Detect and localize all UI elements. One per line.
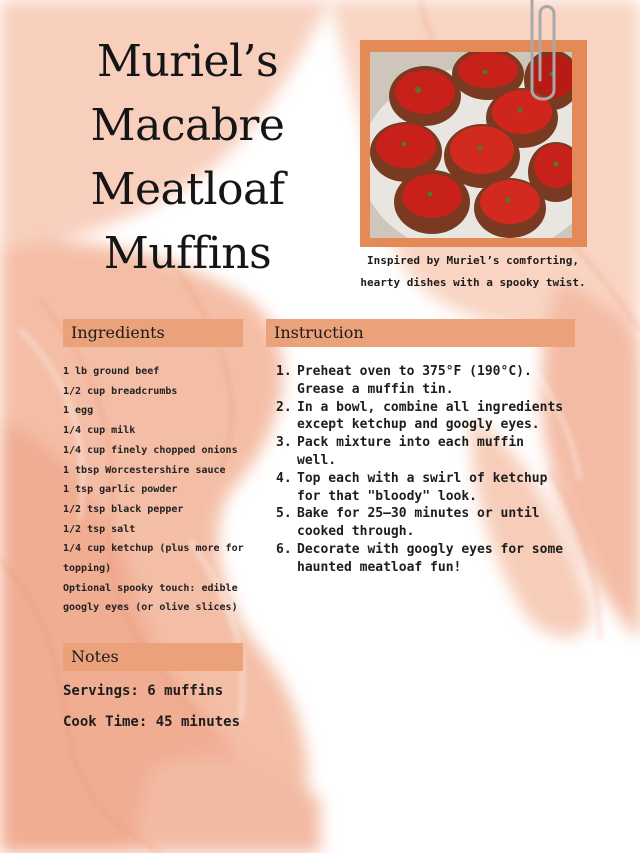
step-line: Preheat oven to 375°F (190°C). <box>297 364 532 379</box>
ingredient-item: 1/4 cup milk <box>63 425 136 437</box>
notes-section <box>63 680 363 742</box>
title-line: Muriel’s <box>96 36 279 87</box>
caption-line: Inspired by Muriel’s comforting, <box>367 254 579 267</box>
ingredient-item: topping) <box>63 563 112 575</box>
step-text <box>297 470 586 506</box>
step-line: Pack mixture into each muffin <box>297 435 524 451</box>
step-text <box>297 541 586 577</box>
ingredient-item: 1 lb ground beef <box>63 366 160 377</box>
instruction-heading: Instruction <box>266 319 575 347</box>
step-line: for that "bloody" look. <box>297 488 478 504</box>
instruction-step <box>276 399 586 435</box>
ingredient-item: 1/2 tsp salt <box>63 523 136 535</box>
title-line: Muffins <box>103 228 272 279</box>
muffin <box>389 66 461 126</box>
step-text <box>297 505 586 541</box>
step-text <box>297 434 586 470</box>
ingredient-item: 1/2 tsp black pepper <box>63 503 184 515</box>
caption-line: hearty dishes with a spooky twist. <box>360 276 586 289</box>
instruction-step <box>276 434 586 470</box>
step-text <box>297 363 586 399</box>
ingredients-heading: Ingredients <box>63 319 243 347</box>
step-line: well. <box>297 452 337 468</box>
ingredient-item: googly eyes (or olive slices) <box>63 602 238 614</box>
step-line: except ketchup and googly eyes. <box>297 417 540 433</box>
instruction-step <box>276 470 586 506</box>
step-number: 5. <box>276 506 292 522</box>
notes-heading: Notes <box>63 643 243 671</box>
ingredient-item: 1 egg <box>63 405 94 417</box>
step-line: Bake for 25–30 minutes or until <box>297 506 540 522</box>
ingredient-item: Optional spooky touch: edible <box>63 582 238 594</box>
step-text <box>297 399 586 435</box>
step-number: 4. <box>276 470 292 486</box>
step-line: cooked through. <box>297 524 415 540</box>
ingredient-item: 1 tsp garlic powder <box>63 484 178 496</box>
step-line: Grease a muffin tin. <box>297 381 454 397</box>
step-number: 3. <box>276 435 292 451</box>
ingredient-item: 1/2 cup breadcrumbs <box>63 385 178 397</box>
cook-time-text: Cook Time: 45 minutes <box>63 714 241 730</box>
title-line: Macabre <box>90 100 285 151</box>
servings-text: Servings: 6 muffins <box>63 683 224 699</box>
ingredients-list <box>63 362 263 618</box>
title-line: Meatloaf <box>90 164 285 215</box>
recipe-title <box>60 30 315 286</box>
step-number: 6. <box>276 541 292 557</box>
instruction-step <box>276 505 586 541</box>
instruction-step <box>276 541 586 577</box>
instruction-steps <box>276 363 586 577</box>
ingredient-item: 1/4 cup finely chopped onions <box>63 444 238 456</box>
step-line: In a bowl, combine all ingredients <box>297 399 564 415</box>
step-number: 2. <box>276 399 292 415</box>
ingredient-item: 1 tbsp Worcestershire sauce <box>63 464 226 476</box>
step-number: 1. <box>276 364 292 379</box>
photo-caption <box>352 250 594 294</box>
instruction-step <box>276 363 586 399</box>
step-line: Top each with a swirl of ketchup <box>297 470 548 486</box>
step-line: Decorate with googly eyes for some <box>297 541 564 557</box>
step-line: haunted meatloaf fun! <box>297 559 462 575</box>
paperclip-icon <box>526 0 560 108</box>
ingredient-item: 1/4 cup ketchup (plus more for <box>63 543 244 555</box>
